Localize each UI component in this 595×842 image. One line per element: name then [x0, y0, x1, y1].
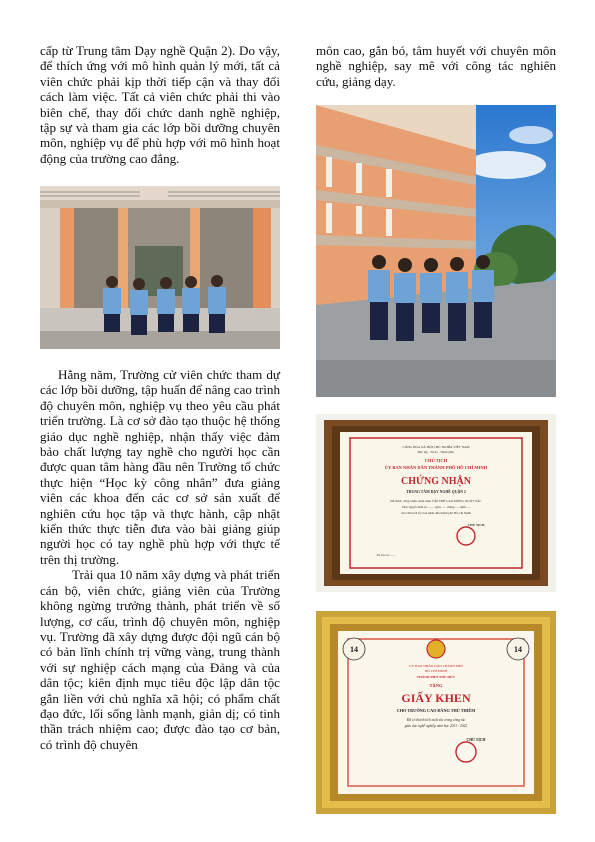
- cert1-detail3: của Chủ tịch Ủy ban nhân dân thành phố Hồ Chí Minh: [401, 511, 471, 515]
- cert2-line3: THÀNH PHỐ THỦ ĐỨC: [416, 675, 456, 679]
- cert2-award-label: TẶNG: [429, 683, 443, 688]
- cert2-badge-right: 14: [514, 645, 522, 654]
- cert1-detail2: Theo Quyết định số ........ ngày ...... tháng ..... năm .....: [401, 505, 471, 509]
- cert1-detail1: Đã được công nhận danh hiệu TẬP THỂ LAO ĐỘNG XUẤT SẮC: [390, 499, 482, 503]
- staff-group-photo-building: [316, 105, 556, 397]
- paragraph-ten-years: Trải qua 10 năm xây dựng và phát triển cán bộ, viên chức, giảng viên của Trường không ngừng trưởng thành, phát triển về số lượng, cơ cấu, trình độ chuyên môn, nghiệp vụ. Trường đã xây dựng được đội ngũ cán bộ có bản lĩnh chính trị vững vàng, trung thành với sự nghiệp cách mạng của Đảng và của dân tộc; kiên định mục tiêu độc lập dân tộc gắn liền với chủ nghĩa xã hội; có phẩm chất đạo đức, lối sống lành mạnh, giản dị; có tinh thần trách nhiệm cao; được đào tạo cơ bản, có trình độ chuyên: [40, 567, 280, 752]
- cert2-line1: ỦY BAN NHÂN DÂN THÀNH PHỐ: [409, 664, 463, 668]
- certificate-labor-excellence: [316, 414, 556, 592]
- right-column-top: [316, 43, 556, 89]
- staff-group-photo-campus-hall: [40, 186, 280, 349]
- paragraph-transition: cấp từ Trung tâm Dạy nghề Quận 2). Do vậy, để thích ứng với mô hình quản lý mới, tất cả viên chức phải kịp thời tiếp cận và thay đổi cách làm việc. Tất cả viên chức phải thi vào biên chế, thay đổi chức danh nghề nghiệp, tập sự và tham gia các lớp bồi dưỡng chuyên môn, nghiệp vụ để phù hợp với mô hình hoạt động của trường cao đẳng.: [40, 43, 280, 166]
- cert2-line2: HỒ CHÍ MINH: [424, 669, 448, 673]
- cert2-detail2: giáo dục nghề nghiệp năm học 2021 - 2022: [404, 724, 468, 728]
- left-column-top: [40, 43, 280, 166]
- cert2-signer: CHỦ TỊCH: [466, 738, 486, 742]
- cert1-line2: Độc lập - Tự do - Hạnh phúc: [417, 450, 455, 454]
- cert1-signer: CHỦ TỊCH: [467, 523, 485, 527]
- cert1-line1: CỘNG HÒA XÃ HỘI CHỦ NGHĨA VIỆT NAM: [402, 445, 470, 449]
- cert1-issuer-title: CHỦ TỊCH: [424, 458, 448, 463]
- cert2-detail1: Đã có thành tích xuất sắc trong công tác: [406, 718, 466, 722]
- cert2-badge-left: 14: [350, 645, 358, 654]
- national-emblem-icon: [427, 640, 445, 658]
- cert2-recipient: CHO TRƯỜNG CAO ĐẲNG THỦ THIÊM: [396, 708, 476, 713]
- cert1-footer: Số vào sổ: ......: [376, 553, 396, 557]
- cert1-heading: CHỨNG NHẬN: [401, 476, 471, 487]
- paragraph-continuation: môn cao, gắn bó, tâm huyết với chuyên môn nghề nghiệp, say mê với công tác nghiên cứu, giảng dạy.: [316, 43, 556, 89]
- cert1-issuer: ỦY BAN NHÂN DÂN THÀNH PHỐ HỒ CHÍ MINH: [384, 465, 488, 470]
- certificate-merit: [316, 611, 556, 814]
- cert2-heading: GIẤY KHEN: [401, 691, 471, 705]
- left-column-bottom: [40, 367, 280, 752]
- paragraph-annual-training: Hằng năm, Trường cử viên chức tham dự các lớp bồi dưỡng, tập huấn để nâng cao trình độ chuyên môn, nghiệp vụ theo yêu cầu phát triển trường. Là cơ sở đào tạo thuộc hệ thống giáo dục nghề nghiệp, nhận thấy việc đảm bảo chất lượng tay nghề cho người học cần được quan tâm hàng đầu nên Trường tổ chức thực hiện “Học kỳ công nhân” đưa giảng viên các khoa đến các cơ sở sản xuất để nghiên cứu học tập và thực hành, cập nhật kiến thức thực tiễn đưa vào bài giảng giúp người học có tay nghề phù hợp với thực tế trên thị trường.: [40, 367, 280, 567]
- cert1-recipient: TRUNG TÂM DẠY NGHỀ QUẬN 2: [406, 490, 466, 494]
